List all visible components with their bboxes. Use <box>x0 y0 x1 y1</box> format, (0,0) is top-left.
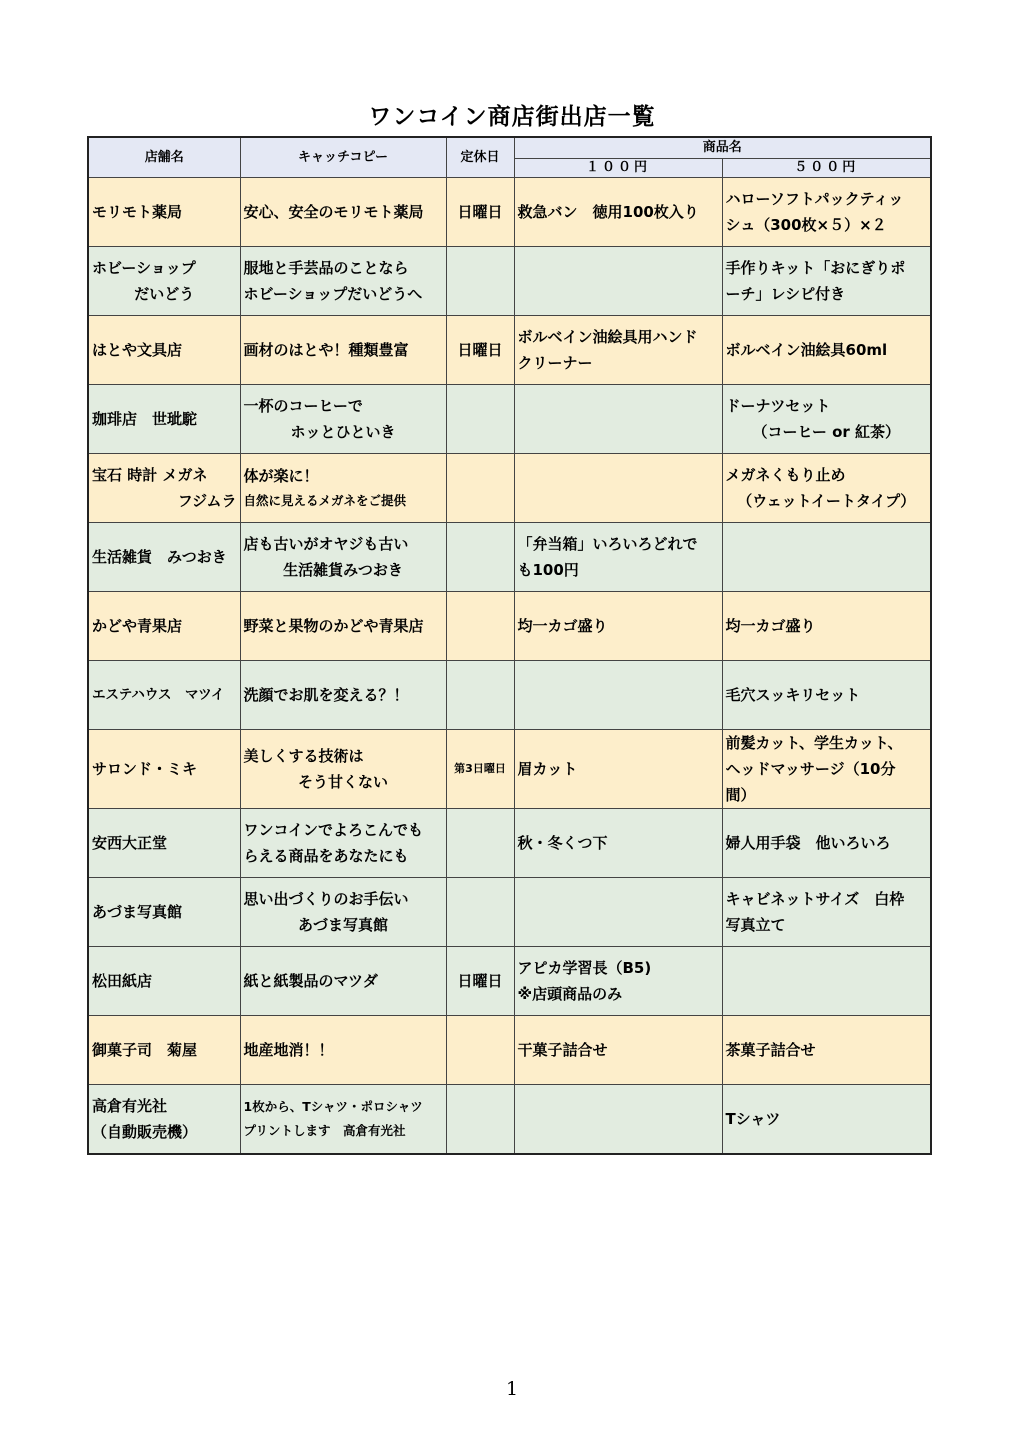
store-name: 御菓子司 菊屋 <box>88 1016 240 1085</box>
table-row <box>88 592 931 661</box>
catch-copy: 紙と紙製品のマツダ <box>240 947 446 1016</box>
closed-day: 日曜日 <box>446 316 514 385</box>
table-row <box>88 947 931 1016</box>
catch-copy: 店も古いがオヤジも古い 生活雑貨みつおき <box>240 523 446 592</box>
store-name: 宝石 時計 メガネ フジムラ <box>88 454 240 523</box>
product-500yen: 毛穴スッキリセット <box>722 661 931 730</box>
page-title: ワンコイン商店街出店一覧 <box>368 104 656 130</box>
product-100yen: ボルベイン油絵具用ハンド クリーナー <box>514 316 722 385</box>
store-name: かどや青果店 <box>88 592 240 661</box>
product-500yen: ボルベイン油絵具60ml <box>722 316 931 385</box>
table-row <box>88 1016 931 1085</box>
product-100yen <box>514 878 722 947</box>
product-500yen <box>722 947 931 1016</box>
header-store: 店舗名 <box>88 137 240 178</box>
page-number: 1 <box>505 1378 519 1400</box>
catch-copy: 野菜と果物のかどや青果店 <box>240 592 446 661</box>
table-row <box>88 385 931 454</box>
catch-copy: ワンコインでよろこんでも らえる商品をあなたにも <box>240 809 446 878</box>
header-100yen: １００円 <box>514 159 722 178</box>
closed-day <box>446 809 514 878</box>
catch-copy: 美しくする技術は そう甘くない <box>240 730 446 809</box>
closed-day <box>446 385 514 454</box>
product-100yen <box>514 454 722 523</box>
product-100yen: 「弁当箱」いろいろどれで も100円 <box>514 523 722 592</box>
store-name: ホビーショップ だいどう <box>88 247 240 316</box>
table-row <box>88 523 931 592</box>
store-name: サロンド・ミキ <box>88 730 240 809</box>
product-500yen: 婦人用手袋 他いろいろ <box>722 809 931 878</box>
product-100yen: 干菓子詰合せ <box>514 1016 722 1085</box>
product-100yen: 救急バン 徳用100枚入り <box>514 178 722 247</box>
closed-day <box>446 247 514 316</box>
catch-copy: 安心、安全のモリモト薬局 <box>240 178 446 247</box>
header-500yen: ５００円 <box>722 159 931 178</box>
closed-day <box>446 1085 514 1154</box>
product-500yen: ドーナツセット （コーヒー or 紅茶） <box>722 385 931 454</box>
product-500yen: Tシャツ <box>722 1085 931 1154</box>
product-500yen: 茶菓子詰合せ <box>722 1016 931 1085</box>
closed-day <box>446 661 514 730</box>
product-500yen: 手作りキット「おにぎりポ ーチ」レシピ付き <box>722 247 931 316</box>
product-500yen <box>722 523 931 592</box>
store-name: 高倉有光社 （自動販売機） <box>88 1085 240 1154</box>
table-row <box>88 809 931 878</box>
product-100yen <box>514 385 722 454</box>
product-100yen <box>514 1085 722 1154</box>
product-100yen: 秋・冬くつ下 <box>514 809 722 878</box>
store-name: モリモト薬局 <box>88 178 240 247</box>
catch-copy: 洗顔でお肌を変える？！ <box>240 661 446 730</box>
header-products: 商品名 <box>514 137 931 159</box>
product-100yen: 眉カット <box>514 730 722 809</box>
catch-copy: 体が楽に！ 自然に見えるメガネをご提供 <box>240 454 446 523</box>
catch-copy: 思い出づくりのお手伝い あづま写真館 <box>240 878 446 947</box>
product-500yen: メガネくもり止め （ウェットイートタイプ） <box>722 454 931 523</box>
closed-day: 第3日曜日 <box>446 730 514 809</box>
store-table <box>87 136 932 1155</box>
product-100yen: 均一カゴ盛り <box>514 592 722 661</box>
table-row <box>88 730 931 809</box>
store-name: 珈琲店 世玼駝 <box>88 385 240 454</box>
product-500yen: キャビネットサイズ 白枠 写真立て <box>722 878 931 947</box>
table-row <box>88 247 931 316</box>
store-name: あづま写真館 <box>88 878 240 947</box>
closed-day: 日曜日 <box>446 178 514 247</box>
product-500yen: ハローソフトパックティッ シュ（300枚×５）×２ <box>722 178 931 247</box>
catch-copy: 地産地消！！ <box>240 1016 446 1085</box>
store-name: 安西大正堂 <box>88 809 240 878</box>
table-row <box>88 178 931 247</box>
closed-day <box>446 592 514 661</box>
product-100yen <box>514 247 722 316</box>
store-name: エステハウス マツイ <box>88 661 240 730</box>
product-100yen: アピカ学習長（B5) ※店頭商品のみ <box>514 947 722 1016</box>
catch-copy: 1枚から、Tシャツ・ポロシャツ プリントします 高倉有光社 <box>240 1085 446 1154</box>
table-row <box>88 661 931 730</box>
table-row <box>88 1085 931 1154</box>
closed-day: 日曜日 <box>446 947 514 1016</box>
catch-copy: 画材のはとや！種類豊富 <box>240 316 446 385</box>
table-row <box>88 316 931 385</box>
closed-day <box>446 523 514 592</box>
store-name: はとや文具店 <box>88 316 240 385</box>
product-500yen: 均一カゴ盛り <box>722 592 931 661</box>
table-row <box>88 454 931 523</box>
catch-copy: 一杯のコーヒーで ホッとひといき <box>240 385 446 454</box>
store-name: 松田紙店 <box>88 947 240 1016</box>
header-holiday: 定休日 <box>446 137 514 178</box>
closed-day <box>446 878 514 947</box>
header-copy: キャッチコピー <box>240 137 446 178</box>
product-100yen <box>514 661 722 730</box>
closed-day <box>446 1016 514 1085</box>
catch-copy: 服地と手芸品のことなら ホビーショップだいどうへ <box>240 247 446 316</box>
product-500yen: 前髪カット、学生カット、 ヘッドマッサージ（10分 間） <box>722 730 931 809</box>
store-name: 生活雑貨 みつおき <box>88 523 240 592</box>
table-row <box>88 878 931 947</box>
closed-day <box>446 454 514 523</box>
